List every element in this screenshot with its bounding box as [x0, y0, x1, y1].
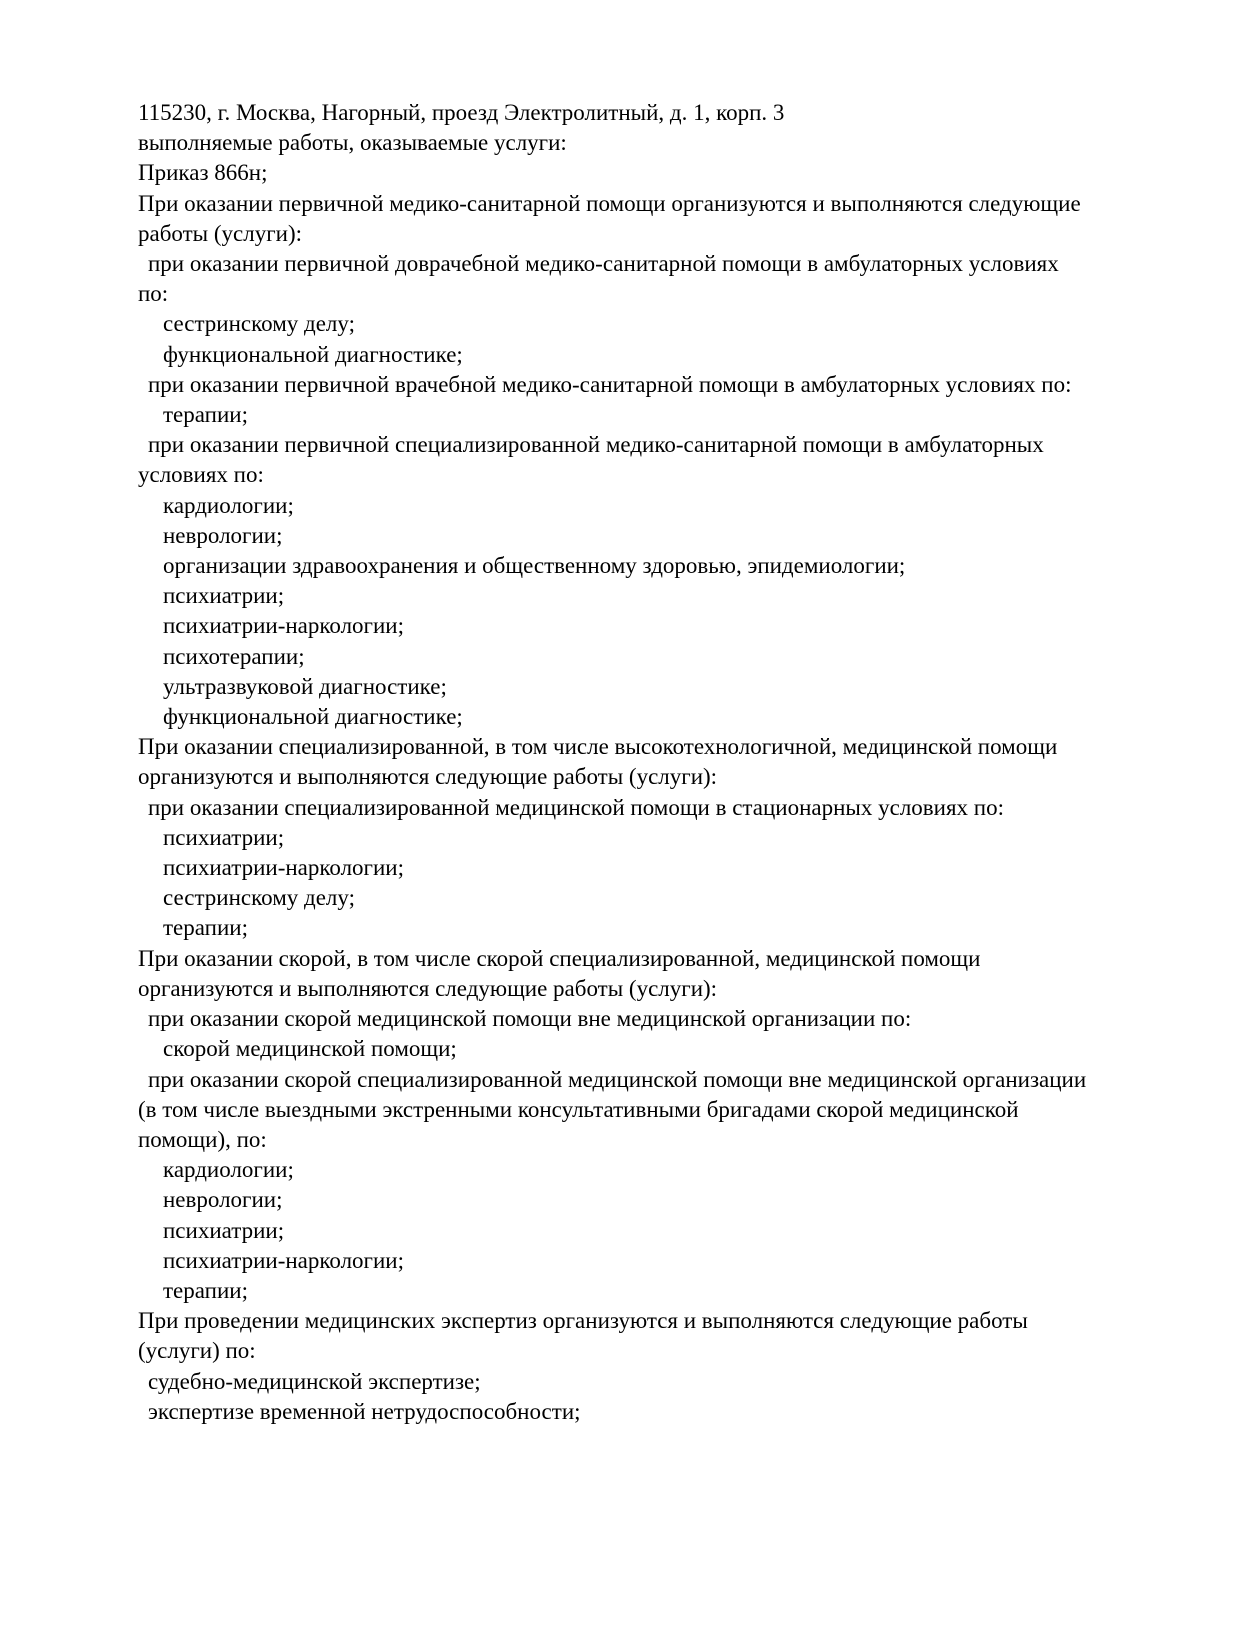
document-line: неврологии; — [163, 1187, 283, 1213]
document-line: При оказании специализированной, в том числе высокотехнологичной, медицинской помощи — [138, 734, 1058, 760]
license-works-services-text — [138, 98, 1178, 1427]
document-line: При оказании первичной медико-санитарной помощи организуются и выполняются следующие — [138, 190, 1081, 216]
document-line: (в том числе выездными экстренными консультативными бригадами скорой медицинской — [138, 1096, 1019, 1122]
document-line: условиях по: — [138, 462, 264, 488]
document-line: кардиологии; — [163, 492, 294, 518]
document-line: организуются и выполняются следующие работы (услуги): — [138, 975, 718, 1001]
document-line: сестринскому делу; — [163, 885, 355, 911]
document-line: психиатрии; — [163, 824, 285, 850]
document-line: психиатрии-наркологии; — [163, 855, 404, 881]
document-line: организации здравоохранения и общественному здоровью, эпидемиологии; — [163, 553, 906, 579]
document-line: сестринскому делу; — [163, 311, 355, 337]
document-line: при оказании первичной доврачебной медико-санитарной помощи в амбулаторных условиях — [148, 251, 1059, 277]
document-line: кардиологии; — [163, 1157, 294, 1183]
document-line: скорой медицинской помощи; — [163, 1036, 457, 1062]
document-line: организуются и выполняются следующие работы (услуги): — [138, 764, 718, 790]
document-line: функциональной диагностике; — [163, 704, 463, 730]
document-line: терапии; — [163, 402, 248, 428]
document-line: При проведении медицинских экспертиз организуются и выполняются следующие работы — [138, 1308, 1028, 1334]
document-line: помощи), по: — [138, 1126, 267, 1152]
document-line: судебно-медицинской экспертизе; — [148, 1368, 481, 1394]
document-line: терапии; — [163, 915, 248, 941]
document-line: психиатрии-наркологии; — [163, 613, 404, 639]
document-line: (услуги) по: — [138, 1338, 256, 1364]
document-line: при оказании специализированной медицинской помощи в стационарных условиях по: — [148, 794, 1004, 820]
document-line: функциональной диагностике; — [163, 341, 463, 367]
document-line: Приказ 866н; — [138, 160, 268, 186]
document-line: работы (услуги): — [138, 220, 302, 246]
document-line: при оказании скорой специализированной медицинской помощи вне медицинской организации — [148, 1066, 1087, 1092]
document-line: по: — [138, 281, 169, 307]
document-line: психиатрии; — [163, 583, 285, 609]
document-line: при оказании первичной специализированной медико-санитарной помощи в амбулаторных — [148, 432, 1044, 458]
document-line: экспертизе временной нетрудоспособности; — [148, 1398, 581, 1424]
document-line: 115230, г. Москва, Нагорный, проезд Электролитный, д. 1, корп. 3 — [138, 100, 785, 125]
document-line: психиатрии-наркологии; — [163, 1247, 404, 1273]
document-line: ультразвуковой диагностике; — [163, 673, 447, 699]
document-line: терапии; — [163, 1277, 248, 1303]
document-line: неврологии; — [163, 522, 283, 548]
document-line: психиатрии; — [163, 1217, 285, 1243]
document-line: выполняемые работы, оказываемые услуги: — [138, 130, 567, 156]
document-line: психотерапии; — [163, 643, 305, 669]
document-line: при оказании первичной врачебной медико-санитарной помощи в амбулаторных условиях по: — [148, 371, 1072, 397]
document-line: при оказании скорой медицинской помощи вне медицинской организации по: — [148, 1006, 912, 1032]
document-line: При оказании скорой, в том числе скорой специализированной, медицинской помощи — [138, 945, 981, 971]
